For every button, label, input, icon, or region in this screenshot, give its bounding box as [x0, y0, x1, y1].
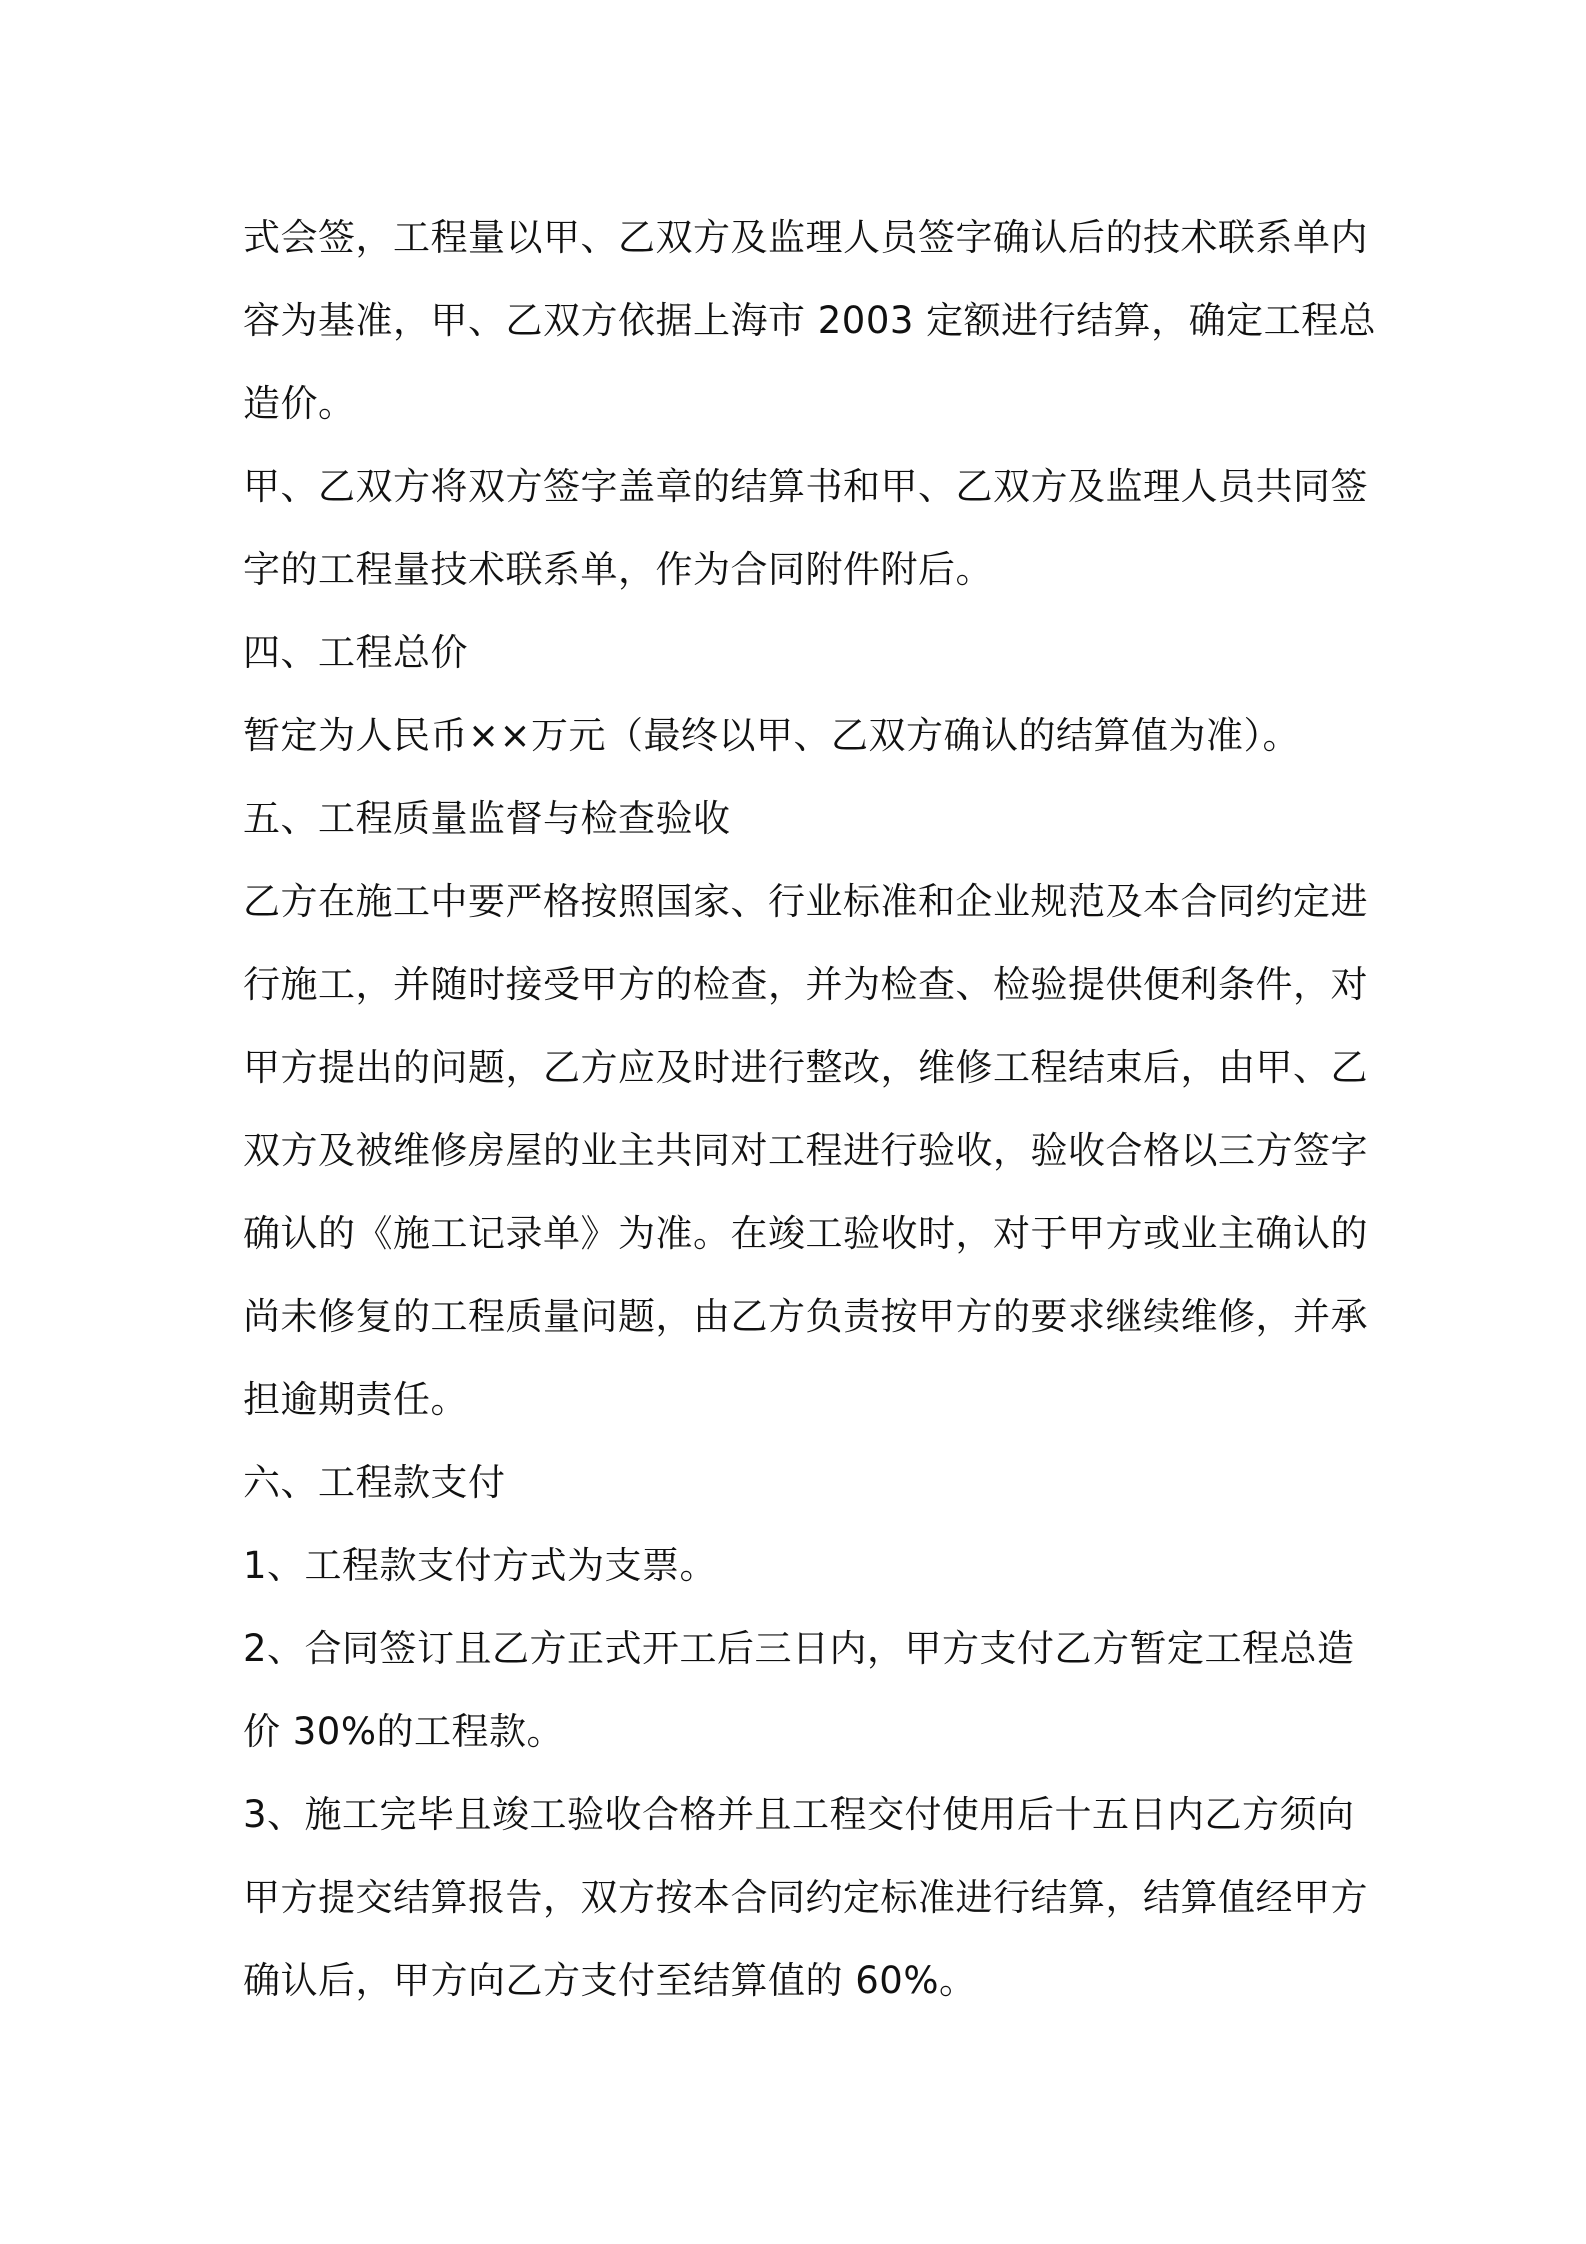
section-heading-payment — [243, 1441, 1353, 1524]
section-heading-quality — [243, 777, 1353, 860]
payment-item-1 — [243, 1524, 1353, 1607]
text-line: 式会签，工程量以甲、乙双方及监理人员签字确认后的技术联系单内 — [243, 216, 1368, 259]
text-line: 尚未修复的工程质量问题，由乙方负责按甲方的要求继续维修，并承 — [243, 1295, 1368, 1338]
text-line: 造价。 — [243, 382, 356, 425]
text-line: 暂定为人民币××万元（最终以甲、乙双方确认的结算值为准）。 — [243, 714, 1301, 757]
text-line: 确认的《施工记录单》为准。在竣工验收时，对于甲方或业主确认的 — [243, 1212, 1368, 1255]
text-line: 甲方提出的问题，乙方应及时进行整改，维修工程结束后，由甲、乙 — [243, 1046, 1368, 1089]
text-line: 行施工，并随时接受甲方的检查，并为检查、检验提供便利条件，对 — [243, 963, 1368, 1006]
paragraph-total-price — [243, 694, 1353, 777]
text-line: 甲、乙双方将双方签字盖章的结算书和甲、乙双方及监理人员共同签 — [243, 465, 1368, 508]
section-heading: 四、工程总价 — [243, 631, 468, 674]
text-line: 字的工程量技术联系单，作为合同附件附后。 — [243, 548, 993, 591]
text-line: 3、施工完毕且竣工验收合格并且工程交付使用后十五日内乙方须向 — [243, 1793, 1355, 1836]
text-line: 容为基准，甲、乙双方依据上海市 2003 定额进行结算，确定工程总 — [243, 299, 1377, 342]
text-line: 担逾期责任。 — [243, 1378, 468, 1421]
section-heading: 六、工程款支付 — [243, 1461, 506, 1504]
document-body — [243, 196, 1377, 2022]
section-heading-total-price — [243, 611, 1353, 694]
paragraph-quality — [243, 860, 1368, 1441]
text-line: 双方及被维修房屋的业主共同对工程进行验收，验收合格以三方签字 — [243, 1129, 1368, 1172]
paragraph-settlement-basis — [243, 196, 1377, 445]
text-line: 1、工程款支付方式为支票。 — [243, 1544, 718, 1587]
text-line: 甲方提交结算报告，双方按本合同约定标准进行结算，结算值经甲方 — [243, 1876, 1368, 1919]
text-line: 2、合同签订且乙方正式开工后三日内，甲方支付乙方暂定工程总造 — [243, 1627, 1355, 1670]
text-line: 乙方在施工中要严格按照国家、行业标准和企业规范及本合同约定进 — [243, 880, 1368, 923]
text-line: 确认后，甲方向乙方支付至结算值的 60%。 — [243, 1959, 977, 2002]
payment-item-2 — [243, 1607, 1353, 1773]
paragraph-attachments — [243, 445, 1368, 611]
section-heading: 五、工程质量监督与检查验收 — [243, 797, 731, 840]
payment-item-3 — [243, 1773, 1368, 2022]
text-line: 价 30%的工程款。 — [243, 1710, 564, 1753]
